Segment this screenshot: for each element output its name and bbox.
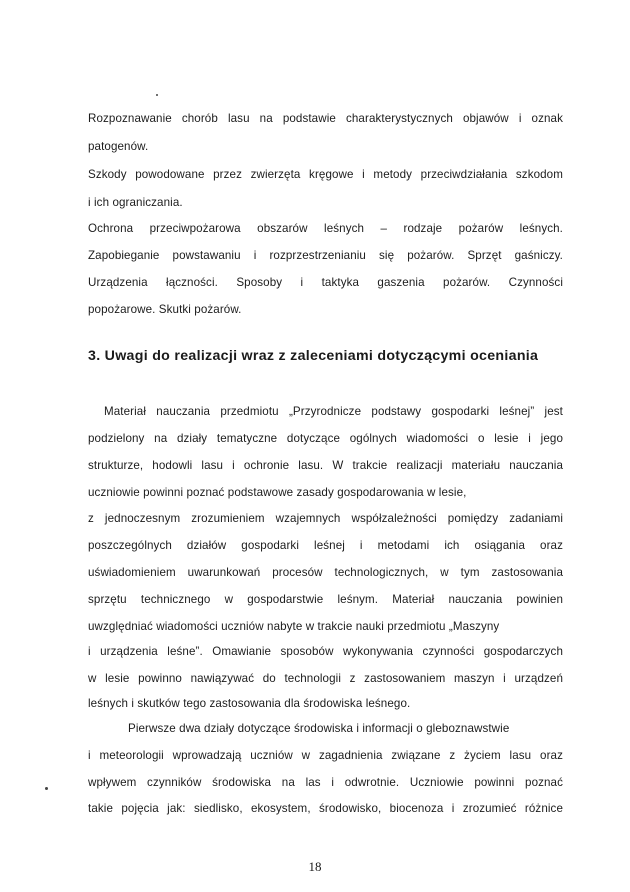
text-line: popożarowe. Skutki pożarów. (88, 303, 242, 316)
paragraph-line: z jednoczesnym zrozumieniem wzajemnych współzależności pomiędzy zadaniami (88, 512, 563, 525)
text-line: Ochrona przeciwpożarowa obszarów leśnych – rodzaje pożarów leśnych. (88, 222, 563, 235)
paragraph-line: takie pojęcia jak: siedlisko, ekosystem, środowisko, biocenoza i zrozumieć różnice (88, 802, 563, 815)
paragraph-line: uczniowie powinni poznać podstawowe zasady gospodarowania w lesie, (88, 486, 467, 499)
scan-speck (156, 94, 158, 96)
text-line: Urządzenia łączności. Sposoby i taktyka gaszenia pożarów. Czynności (88, 276, 563, 289)
paragraph-line: Materiał nauczania przedmiotu „Przyrodnicze podstawy gospodarki leśnej” jest (104, 405, 563, 418)
paragraph-line: wpływem czynników środowiska na las i odwrotnie. Uczniowie powinni poznać (88, 776, 563, 789)
text-line: patogenów. (88, 140, 149, 153)
scan-speck (45, 787, 48, 790)
paragraph-line: Pierwsze dwa działy dotyczące środowiska i informacji o gleboznawstwie (128, 722, 510, 735)
text-line: Zapobieganie powstawaniu i rozprzestrzenianiu się pożarów. Sprzęt gaśniczy. (88, 249, 563, 262)
page-number: 18 (308, 859, 322, 874)
paragraph-line: sprzętu technicznego w gospodarstwie leśnym. Materiał nauczania powinien (88, 593, 563, 606)
paragraph-line: uwzględniać wiadomości uczniów nabyte w trakcie nauki przedmiotu „Maszyny (88, 620, 500, 633)
text-line: Rozpoznawanie chorób lasu na podstawie charakterystycznych objawów i oznak (88, 112, 563, 125)
paragraph-line: leśnych i skutków tego zastosowania dla środowiska leśnego. (88, 697, 411, 710)
paragraph-line: w lesie powinno nawiązywać do technologii z zastosowaniem maszyn i urządzeń (88, 672, 563, 685)
text-line: i ich ograniczania. (88, 196, 183, 209)
paragraph-line: i meteorologii wprowadzają uczniów w zagadnienia związane z życiem lasu oraz (88, 749, 563, 762)
section-heading: 3. Uwagi do realizacji wraz z zaleceniami dotyczącymi oceniania (88, 348, 539, 364)
text-line: Szkody powodowane przez zwierzęta kręgowe i metody przeciwdziałania szkodom (88, 168, 563, 181)
paragraph-line: poszczególnych działów gospodarki leśnej i metodami ich osiągania oraz (88, 539, 563, 552)
paragraph-line: uświadomieniem uwarunkowań procesów technologicznych, w tym zastosowania (88, 566, 563, 579)
paragraph-line: i urządzenia leśne”. Omawianie sposobów wykonywania czynności gospodarczych (88, 645, 563, 658)
paragraph-line: podzielony na działy tematyczne dotyczące ogólnych wiadomości o lesie i jego (88, 432, 563, 445)
paragraph-line: strukturze, hodowli lasu i ochronie lasu. W trakcie realizacji materiału nauczania (88, 459, 563, 472)
